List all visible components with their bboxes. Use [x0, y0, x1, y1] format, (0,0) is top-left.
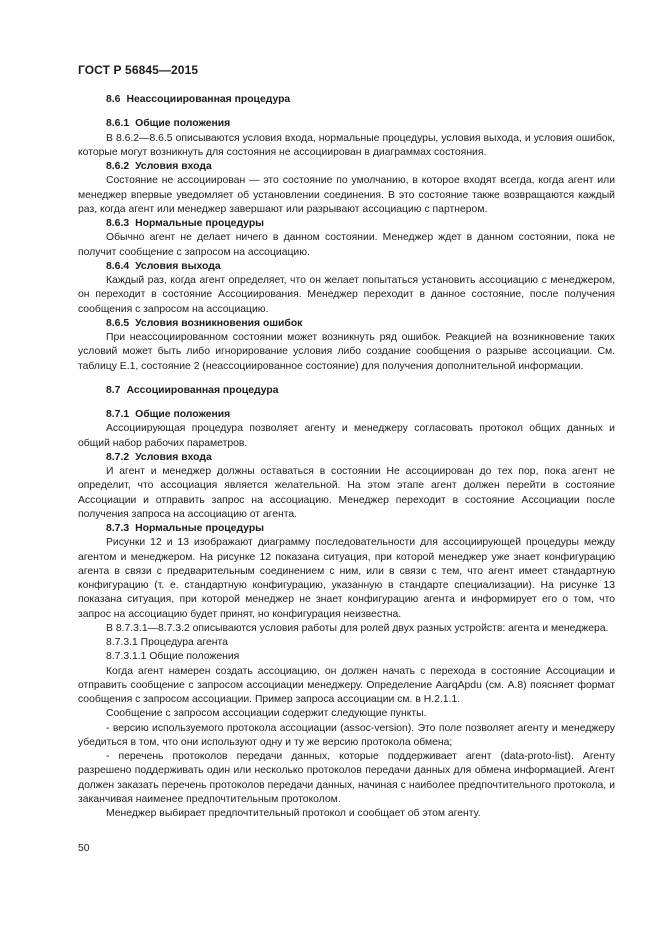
section-title: Ассоциированная процедура	[126, 384, 279, 396]
subsection-heading: 8.7.3.1 Процедура агента	[106, 637, 228, 648]
paragraph: При неассоциированном состоянии может возникнуть ряд ошибок. Реакцией на возникновение таких условий может быть либо игнорирование условия либо создание сообщения о разрыве ассоциации. См. таблицу Е.1, состояние 2 (неассоциированное состояние) для получения дополнительной информации.	[78, 332, 615, 372]
paragraph: - перечень протоколов передачи данных, которые поддерживает агент (data-proto-list). Агенту разрешено поддерживать один или несколько протоколов передачи данных для обмена информацией. Агент должен заказать перечень протоколов передачи данных, начиная с наиболее предпочтительного протокола, и заканчивая наименее предпочтительным протоколом.	[78, 751, 615, 805]
section-number: 8.6.3	[106, 218, 130, 229]
section-number: 8.6	[106, 94, 121, 105]
section-heading	[78, 260, 615, 274]
section-number: 8.6.5	[106, 317, 130, 329]
paragraph: Состояние не ассоциирован — это состояние по умолчанию, в которое входят всегда, когда агент или менеджер впервые уведомляет об установлении соединения. В это состояние также возвращаются каждый раз, когда агент или менеджер завершают или разрывают ассоциацию с партнером.	[78, 175, 615, 215]
section-heading	[78, 160, 615, 174]
section-heading	[78, 522, 615, 536]
section-heading	[78, 384, 615, 398]
body-text	[78, 93, 615, 821]
section-number: 8.6.1	[106, 118, 130, 130]
section-heading	[78, 93, 615, 107]
paragraph: И агент и менеджер должны оставаться в состоянии Не ассоциирован до тех пор, пока агент не определит, что ассоциация является желательной. На этом этапе агент должен перейти в состояние Ассоциации и отправить запрос на ассоциацию. Менеджер переходит в состояние Ассоциации после получения запроса на ассоциацию от агента.	[78, 466, 615, 520]
page-number: 50	[78, 843, 90, 854]
section-number: 8.7.3	[106, 523, 130, 534]
paragraph: В 8.6.2—8.6.5 описываются условия входа, нормальные процедуры, условия выхода, и условия ошибок, которые могут возникнуть для состояния не ассоциирован в диаграммах состояния.	[78, 132, 615, 158]
section-number: 8.6.4	[106, 260, 130, 272]
section-title: Нормальные процедуры	[135, 523, 265, 534]
section-number: 8.7.2	[106, 451, 130, 463]
paragraph: В 8.7.3.1—8.7.3.2 описываются условия работы для ролей двух разных устройств: агента и менеджера.	[106, 622, 609, 634]
section-heading	[78, 451, 615, 465]
section-number: 8.7.1	[106, 409, 130, 420]
section-heading	[78, 317, 615, 331]
section-title: Условия выхода	[135, 260, 221, 272]
paragraph: Менеджер выбирает предпочтительный протокол и сообщает об этом агенту.	[106, 808, 481, 819]
section-heading	[78, 217, 615, 231]
paragraph: Рисунки 12 и 13 изображают диаграмму последовательности для ассоциирующей процедуры между агентом и менеджером. На рисунке 12 показана ситуация, при которой менеджер уже знает конфигурацию агента в связи с предварительным соединением с ним, или в связи с тем, что агент имеет стандартную конфигурацию (т. е. стандартную конфигурацию, указанную в стандарте специализации). На рисунке 13 показана ситуация, при которой менеджер не знает конфигурацию агента и информирует его о том, что запрос на ассоциацию будет принят, но конфигурация неизвестна.	[78, 537, 615, 620]
section-title: Условия входа	[135, 161, 212, 172]
section-title: Неассоциированная процедура	[126, 94, 291, 105]
section-title: Условия возникновения ошибок	[135, 317, 303, 329]
paragraph: Обычно агент не делает ничего в данном состоянии. Менеджер ждет в данном состоянии, пока не получит сообщение с запросом на ассоциацию.	[78, 232, 615, 258]
paragraph: Каждый раз, когда агент определяет, что он желает попытаться установить ассоциацию с менеджером, он переходит в состояние Ассоциирования. Менеджер переходит в данное состояние, после получения сообщения с запросом на ассоциацию.	[78, 275, 615, 315]
paragraph: Когда агент намерен создать ассоциацию, он должен начать с перехода в состояние Ассоциации и отправить сообщение с запросом ассоциации менеджеру. Определение AarqApdu (см. А.8) поясняет формат сообщения с запросом ассоциации. Пример запроса ассоциации см. в Н.2.1.1.	[78, 665, 615, 705]
paragraph: - версию используемого протокола ассоциации (assoc-version). Это поле позволяет агенту и менеджеру убедиться в том, что они используют одну и ту же версию протокола обмена;	[78, 722, 615, 748]
section-number: 8.6.2	[106, 161, 130, 172]
section-number: 8.7	[106, 384, 121, 396]
paragraph: Ассоциирующая процедура позволяет агенту и менеджеру согласовать протокол общих данных и общий набор рабочих параметров.	[78, 423, 615, 449]
section-heading	[78, 117, 615, 131]
subsection-heading: 8.7.3.1.1 Общие положения	[106, 651, 240, 663]
document-header: ГОСТ Р 56845—2015	[78, 63, 199, 77]
section-title: Условия входа	[135, 451, 212, 463]
section-heading	[78, 408, 615, 422]
section-title: Нормальные процедуры	[135, 218, 265, 229]
paragraph: Сообщение с запросом ассоциации содержит следующие пункты.	[106, 708, 427, 720]
section-title: Общие положения	[135, 409, 231, 420]
section-title: Общие положения	[135, 118, 231, 130]
